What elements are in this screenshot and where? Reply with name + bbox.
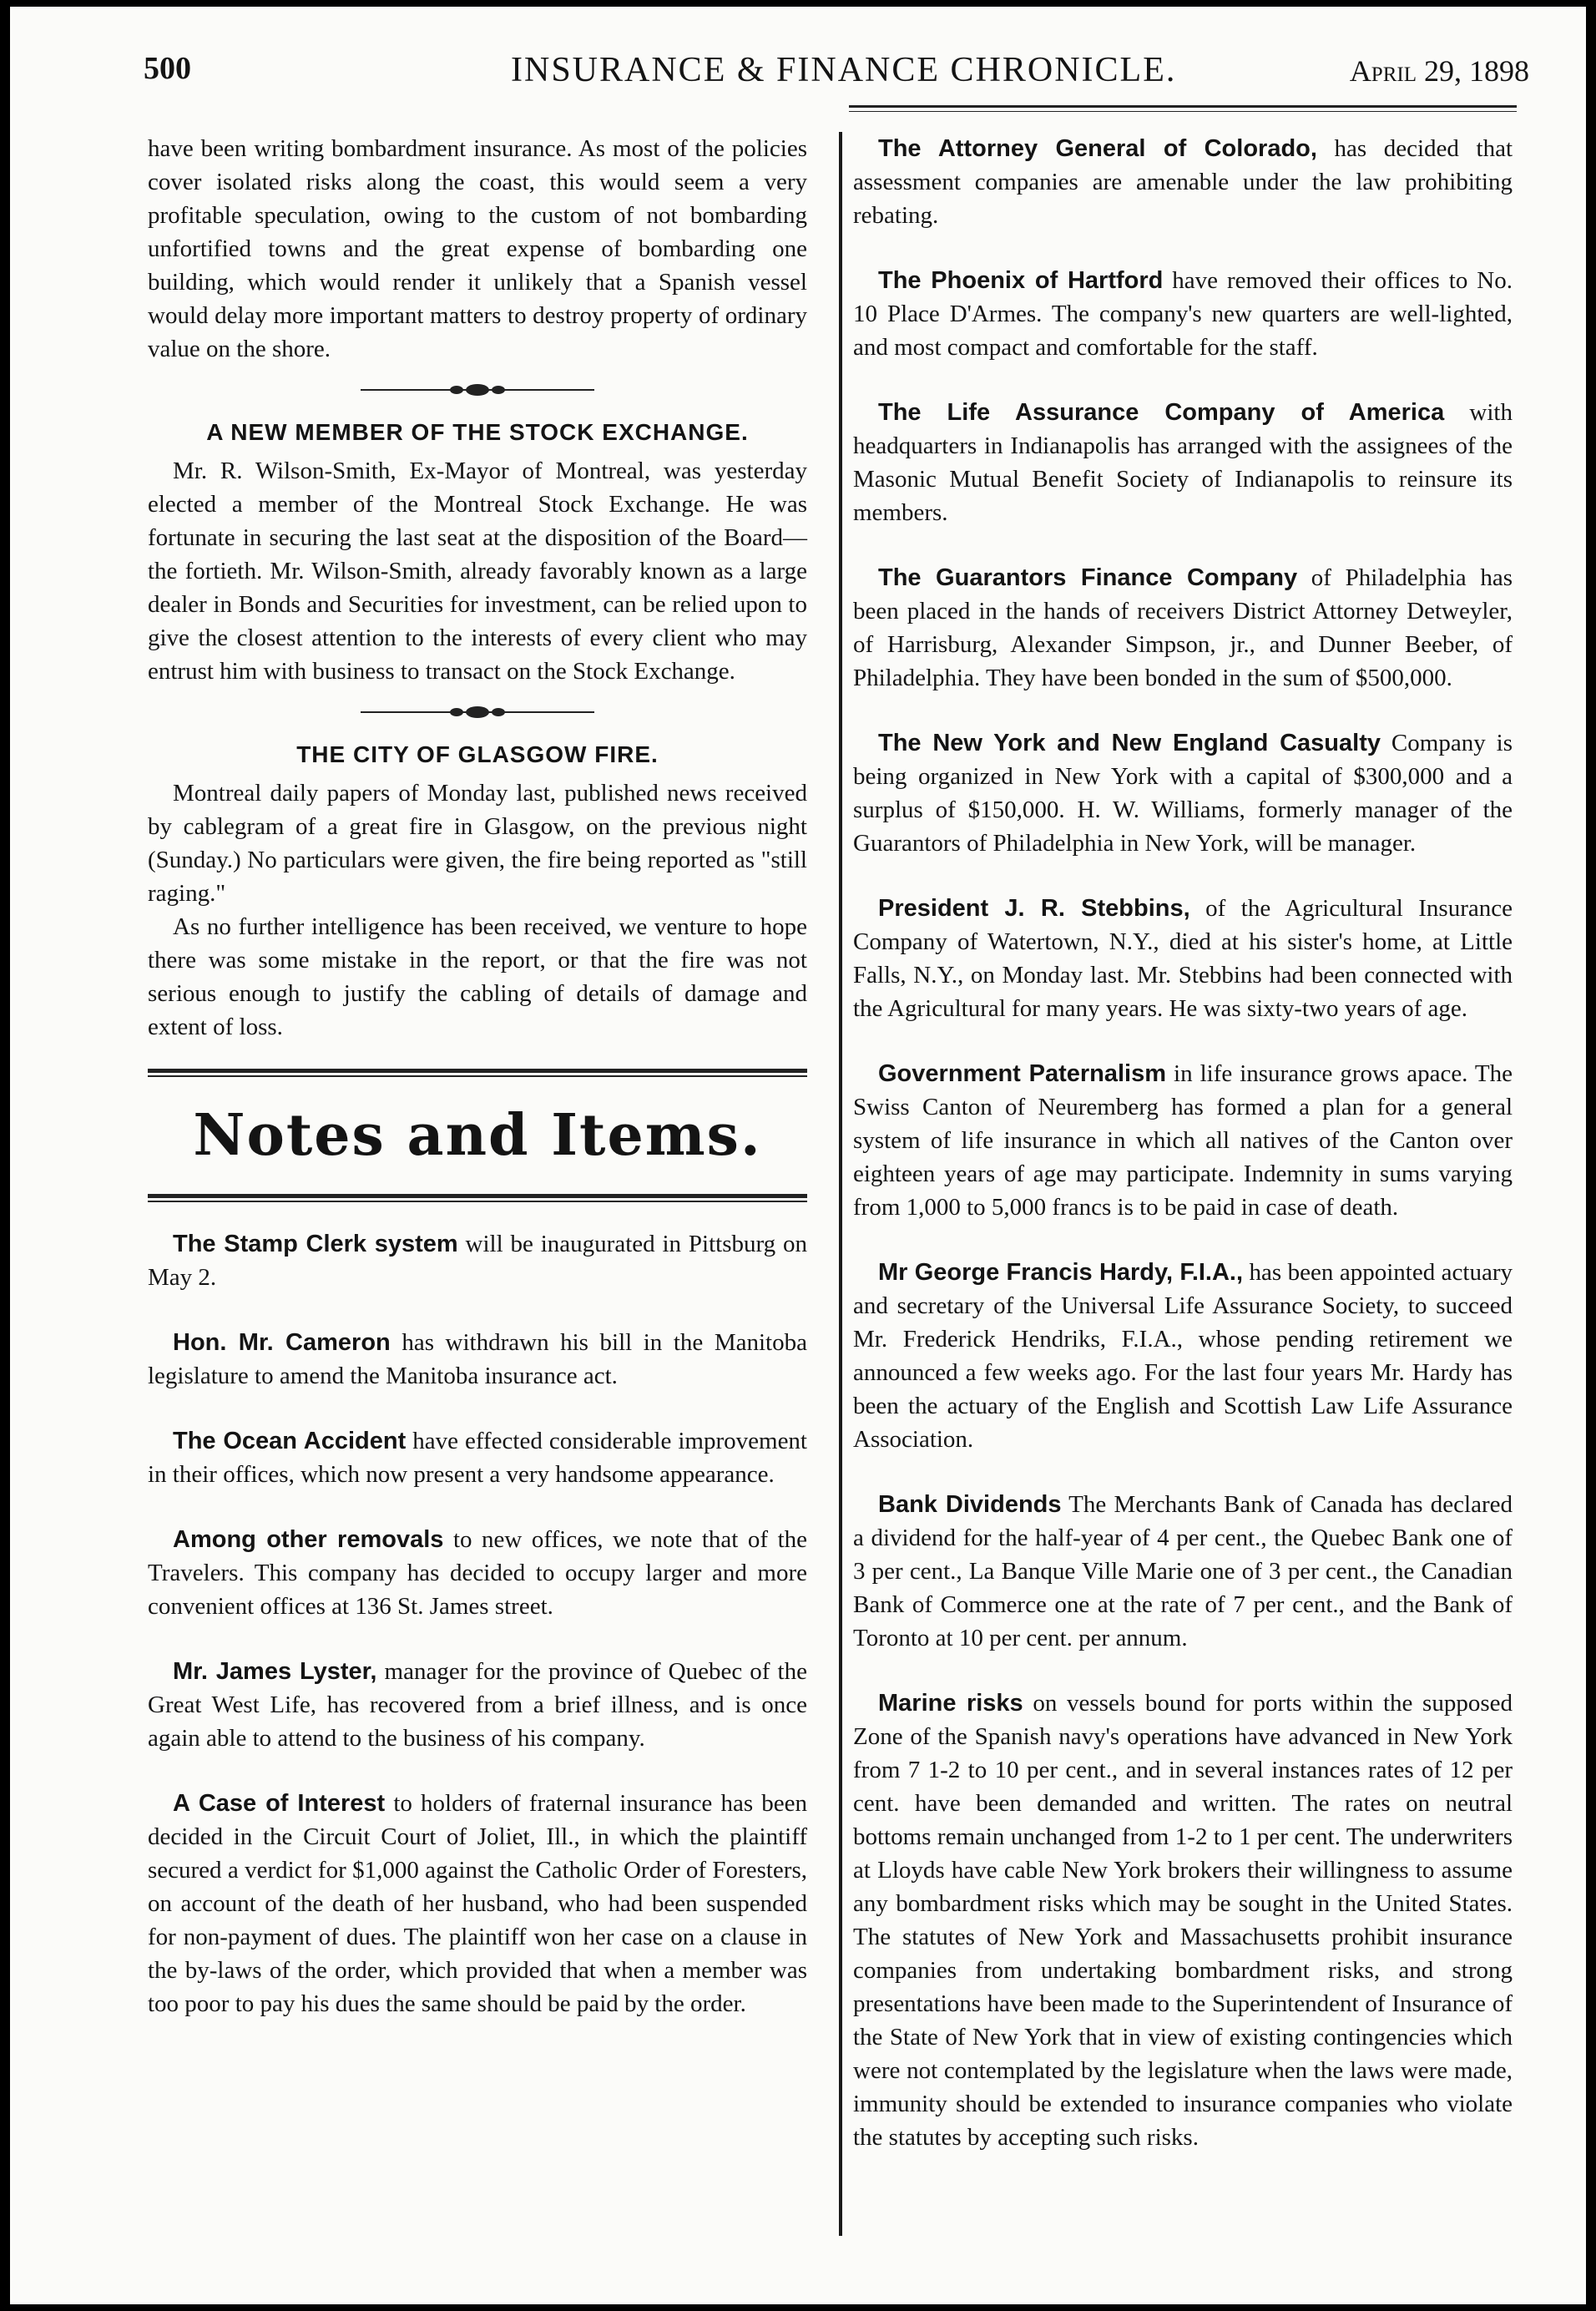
glasgow-fire-para-1: Montreal daily papers of Monday last, published news received by cablegram of a great fire in Glasgow, on the previous night (Sunday.) No particulars were given, the fire being reported as "still raging." — [148, 780, 807, 907]
item-text: has decided that assessment companies are amenable under the law prohibiting rebating. — [853, 135, 1513, 229]
item-text: have effected considerable improvement in their offices, which now present a very handsome appearance. — [148, 1428, 807, 1488]
item-lead: President J. R. Stebbins, — [878, 895, 1190, 922]
ornament-divider — [148, 366, 807, 416]
notes-and-items-title: Notes and Items. — [193, 1102, 762, 1169]
item-text: of Philadelphia has been placed in the hands of receivers District Attorney Detweyler, of Harrisburg, Alexander Simpson, jr., and Dunner Beeber, of Philadelphia. They have been bonded in the sum of $500,000. — [853, 564, 1513, 691]
item-lead: Marine risks — [878, 1690, 1023, 1717]
news-item — [148, 1227, 807, 1294]
newspaper-page — [10, 7, 1586, 2304]
item-lead: The Phoenix of Hartford — [878, 267, 1164, 294]
news-item — [853, 1686, 1513, 2154]
ornament-divider — [148, 688, 807, 738]
glasgow-fire-heading: THE CITY OF GLASGOW FIRE. — [296, 741, 659, 767]
news-item — [853, 396, 1513, 529]
item-lead: A Case of Interest — [173, 1790, 386, 1817]
item-lead: The Life Assurance Company of America — [878, 399, 1445, 426]
right-column — [853, 132, 1513, 2186]
item-text: to holders of fraternal insurance has been decided in the Circuit Court of Joliet, Ill., in which the plaintiff secured a verdict for $1,000 against the Catholic Order of Foresters, on account of the death of her husband, who had been suspended for non-payment of dues. The plaintiff won her case on a clause in the by-laws of the order, which provided that when a member was too poor to pay his dues the same should be paid by the order. — [148, 1790, 807, 2017]
news-item — [853, 1256, 1513, 1456]
stock-exchange-body: Mr. R. Wilson-Smith, Ex-Mayor of Montreal, was yesterday elected a member of the Montreal Stock Exchange. He was fortunate in securing the last seat at the disposition of the Board—the fortieth. Mr. Wilson-Smith, already favorably known as a large dealer in Bonds and Securities for investment, can be relied upon to give the closest attention to the interests of every client who may entrust him with business to transact on the Stock Exchange. — [148, 458, 807, 685]
item-lead: Mr George Francis Hardy, F.I.A., — [878, 1259, 1244, 1286]
item-text: Company is being organized in New York with a capital of $300,000 and a surplus of $150,000. H. W. Williams, formerly manager of the Guarantors of Philadelphia in New York, will be manager. — [853, 730, 1513, 857]
item-text: has withdrawn his bill in the Manitoba legislature to amend the Manitoba insurance act. — [148, 1329, 807, 1389]
header-rule — [849, 105, 1517, 112]
issue-date: April 29, 1898 — [1349, 54, 1529, 88]
stock-exchange-heading: A NEW MEMBER OF THE STOCK EXCHANGE. — [206, 419, 749, 445]
news-item — [148, 1424, 807, 1491]
glasgow-fire-para-2: As no further intelligence has been received, we venture to hope there was some mistake in the report, or that the fire was not serious enough to justify the cabling of details of damage and extent of loss. — [148, 913, 807, 1040]
item-text: The Merchants Bank of Canada has declared a dividend for the half-year of 4 per cent., the Quebec Bank one of 3 per cent., La Banque Ville Marie one of 3 per cent., the Canadian Bank of Commerce one at the rate of 7 per cent., and the Bank of Toronto at 10 per cent. per annum. — [853, 1491, 1513, 1651]
continued-article: have been writing bombardment insurance. As most of the policies cover isolated risks along the coast, this would seem a very profitable speculation, owing to the custom of not bombarding unfortified towns and the great expense of bombarding one building, which would render it unlikely that a Spanish vessel would delay more important matters to destroy property of ordinary value on the shore. — [148, 135, 807, 362]
item-lead: Mr. James Lyster, — [173, 1658, 377, 1685]
publication-title: INSURANCE & FINANCE CHRONICLE. — [511, 51, 1177, 89]
item-text: will be inaugurated in Pittsburg on May 2. — [148, 1231, 807, 1291]
item-lead: The Stamp Clerk system — [173, 1231, 458, 1257]
item-lead: The New York and New England Casualty — [878, 730, 1381, 756]
item-lead: The Attorney General of Colorado, — [878, 135, 1317, 162]
left-items — [148, 1227, 807, 2020]
ornament-icon — [361, 700, 594, 725]
item-text: has been appointed actuary and secretary of the Universal Life Assurance Society, to succeed Mr. Frederick Hendriks, F.I.A., whose pending retirement we announced a few weeks ago. For the last four years Mr. Hardy has been the actuary of the English and Scottish Law Life Assurance Association. — [853, 1259, 1513, 1453]
news-item — [148, 1326, 807, 1393]
item-text: to new offices, we note that of the Travelers. This company has decided to occupy larger and more convenient offices at 136 St. James street. — [148, 1526, 807, 1620]
section-rule — [148, 1194, 807, 1202]
ornament-icon — [361, 377, 594, 402]
item-text: manager for the province of Quebec of the Great West Life, has recovered from a brief illness, and is once again able to attend to the business of his company. — [148, 1658, 807, 1752]
item-lead: Bank Dividends — [878, 1491, 1062, 1518]
news-item — [853, 132, 1513, 232]
item-text: in life insurance grows apace. The Swiss Canton of Neuremberg has formed a plan for a general system of life insurance in which all natives of the Canton over eighteen years of age may participate. Indemnity in sums varying from 1,000 to 5,000 francs is to be paid in case of death. — [853, 1060, 1513, 1221]
section-rule — [148, 1069, 807, 1077]
item-lead: Government Paternalism — [878, 1060, 1167, 1087]
item-text: of the Agricultural Insurance Company of Watertown, N.Y., died at his sister's home, at Little Falls, N.Y., on Monday last. Mr. Stebbins had been connected with the Agricultural for many years. He was sixty-two years of age. — [853, 895, 1513, 1022]
news-item — [853, 892, 1513, 1025]
item-lead: Among other removals — [173, 1526, 444, 1553]
news-item — [853, 726, 1513, 860]
page-header — [144, 50, 1529, 100]
news-item — [148, 1523, 807, 1623]
item-text: with headquarters in Indianapolis has arranged with the assignees of the Masonic Mutual Benefit Society of Indianapolis to reinsure its members. — [853, 399, 1513, 526]
left-column — [148, 132, 807, 2052]
news-item — [853, 264, 1513, 364]
item-text: on vessels bound for ports within the supposed Zone of the Spanish navy's operations have advanced in New York from 7 1-2 to 10 per cent., and in several instances rates of 12 per cent. have been demanded and written. The rates on neutral bottoms remain unchanged from 1-2 to 1 per cent. The underwriters at Lloyds have cable New York brokers their willingness to assume any bombardment risks which may be sought in the United States. The statutes of New York and Massachusetts prohibit insurance companies from undertaking bombardment risks, and strong presentations have been made to the Superintendent of Insurance of the State of New York that in view of existing contingencies which were not contemplated by the legislature when the laws were made, immunity should be extended to insurance companies who violate the statutes by accepting such risks. — [853, 1690, 1513, 2151]
news-item — [148, 1787, 807, 2020]
column-divider — [839, 132, 842, 2236]
item-lead: The Ocean Accident — [173, 1428, 407, 1454]
news-item — [853, 1057, 1513, 1224]
page-number: 500 — [144, 51, 191, 86]
news-item — [853, 1488, 1513, 1655]
news-item — [148, 1655, 807, 1755]
item-text: have removed their offices to No. 10 Place D'Armes. The company's new quarters are well-lighted, and most compact and comfortable for the staff. — [853, 267, 1513, 361]
item-lead: The Guarantors Finance Company — [878, 564, 1298, 591]
item-lead: Hon. Mr. Cameron — [173, 1329, 391, 1356]
news-item — [853, 561, 1513, 695]
